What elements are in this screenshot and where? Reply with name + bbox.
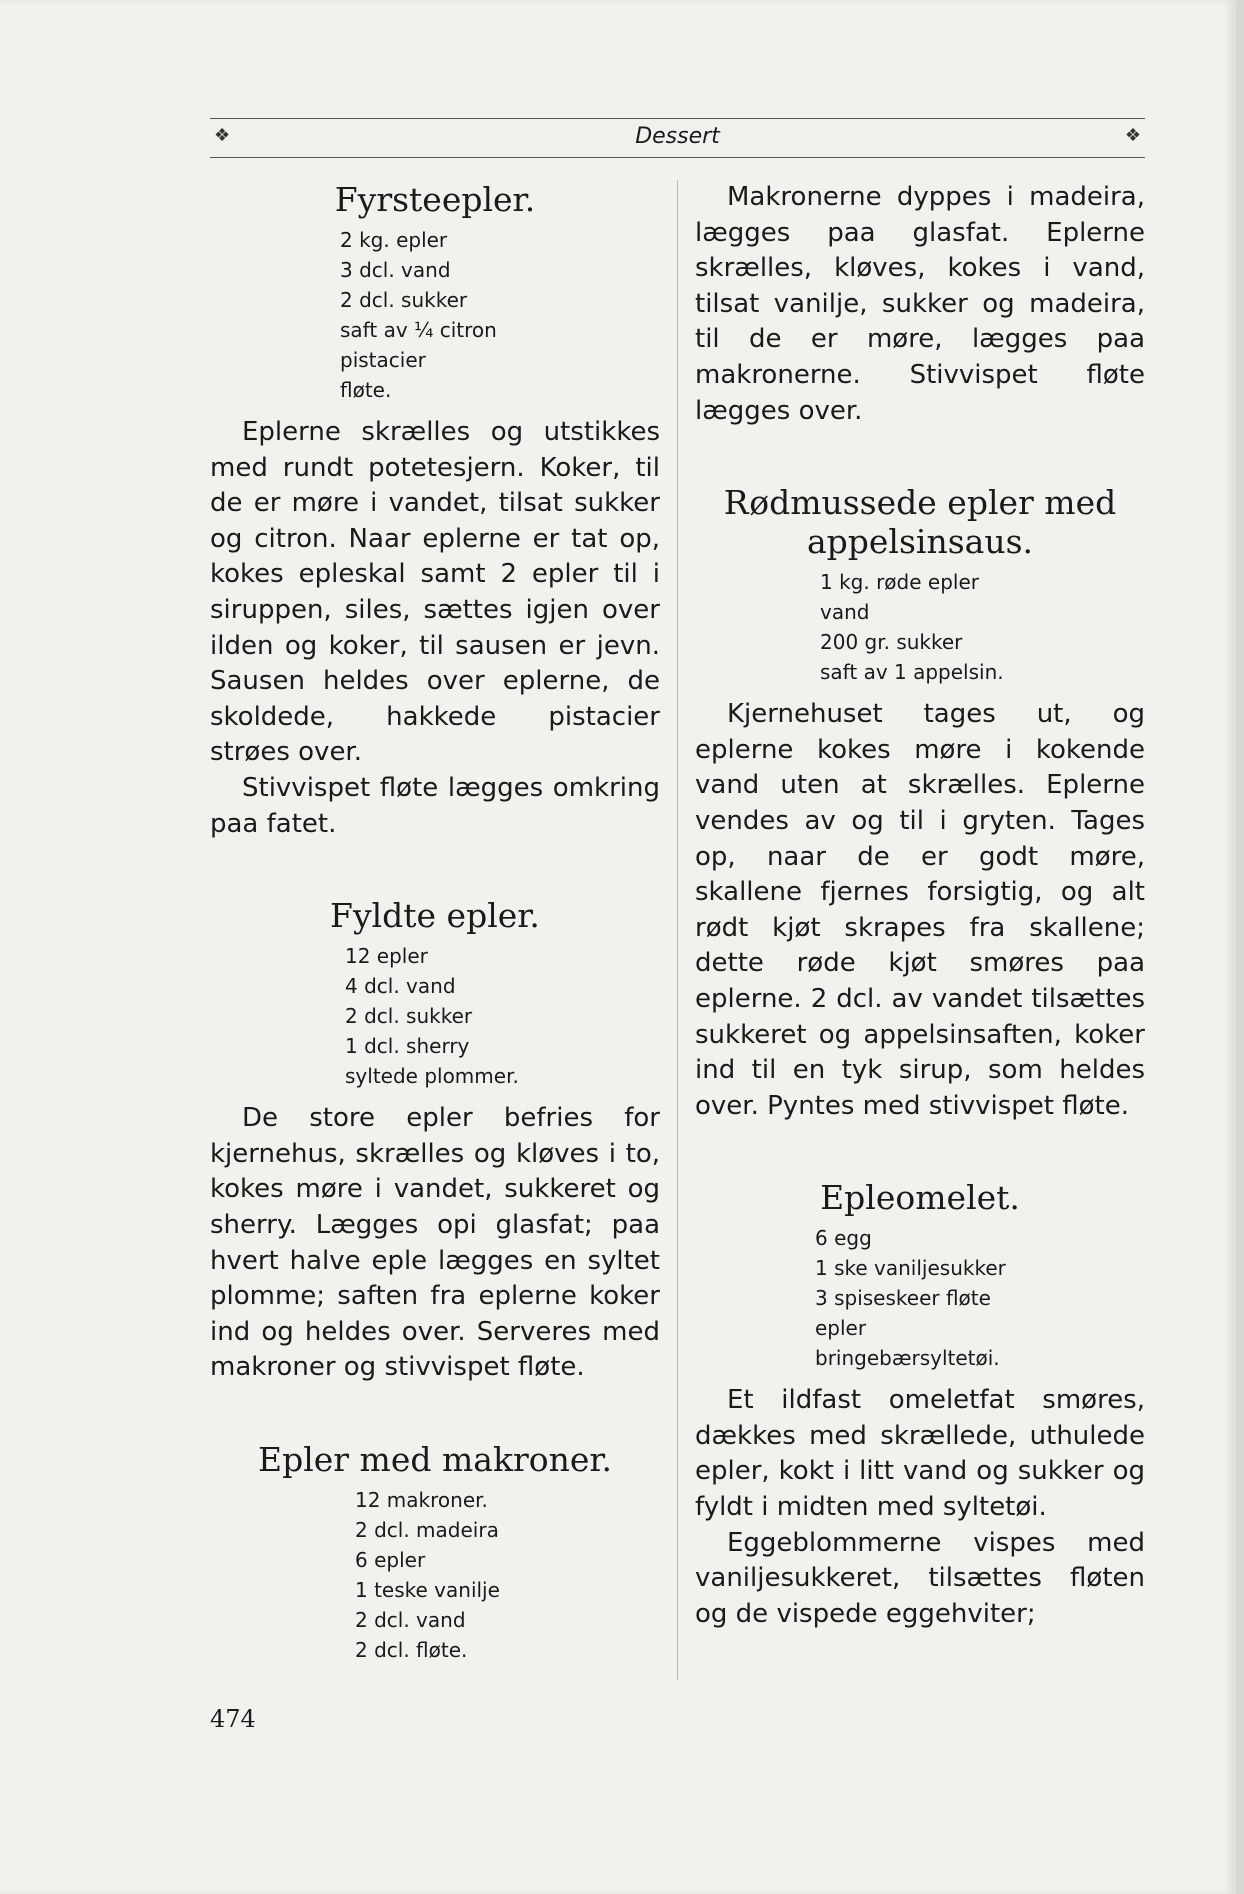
recipe-title: Epler med makroner. [257,1439,613,1479]
left-column [210,180,660,1675]
ingredient-item: vand [820,600,870,625]
ingredient-item: 2 dcl. fløte. [355,1637,468,1662]
ingredient-list [820,567,1145,687]
recipe-title: Fyrsteepler. [334,180,536,219]
ingredient-list [355,1485,660,1665]
ingredient-item: 2 dcl. vand [355,1607,466,1632]
ingredient-item: 3 spiseskeer fløte [815,1286,991,1311]
ingredient-item: epler [815,1316,867,1341]
ingredient-item: 1 teske vanilje [355,1577,500,1602]
page-edge [1236,0,1244,1894]
ingredient-item: pistacier [340,348,426,372]
recipe-rodmussede-epler [695,483,1145,1124]
column-divider [677,180,678,1680]
ingredient-list [345,941,660,1091]
recipe-epleomelet [695,1178,1145,1632]
ingredient-item: 2 dcl. madeira [355,1517,499,1542]
ingredient-item: 12 makroner. [355,1487,488,1512]
ingredient-item: 12 epler [345,944,428,969]
page-number: 474 [210,1705,256,1733]
recipe-fyrsteepler [210,180,660,842]
recipe-paragraph: Et ildfast omeletfat smøres, dækkes med skrællede, uthulede epler, kokt i litt vand og sukker og fyldt i midten med syltetøi. [695,1385,1145,1523]
ingredient-list [815,1223,1145,1373]
recipe-paragraph: Eggeblommerne vispes med vaniljesukkeret, tilsættes fløten og de vispede eggehviter; [695,1527,1145,1629]
ornament-left-icon: ❖ [214,125,231,146]
header-title: Dessert [635,124,720,149]
ingredient-item: 1 dcl. sherry [345,1034,470,1059]
right-column [695,180,1145,1632]
running-header [210,118,1145,158]
recipe-title: Fyldte epler. [330,896,540,936]
ingredient-item: 1 kg. røde epler [820,570,979,595]
recipe-paragraph: Stivvispet fløte lægges omkring paa fatet. [210,772,660,839]
ingredient-item: 200 gr. sukker [820,630,963,655]
recipe-fyldte-epler [210,896,660,1386]
ingredient-list [340,225,660,405]
ingredient-item: saft av ¼ citron [340,318,497,342]
continued-paragraph: Makronerne dyppes i madeira, lægges paa glasfat. Eplerne skrælles, kløves, kokes i vand, tilsat vanilje, sukker og madeira, til de er møre, lægges paa makronerne. Stivvispet fløte lægges over. [695,182,1145,426]
ingredient-item: fløte. [340,378,392,402]
recipe-epler-med-makroner [210,1440,660,1665]
ingredient-item: 6 egg [815,1226,872,1251]
ingredient-item: 2 dcl. sukker [345,1004,473,1029]
ingredient-item: saft av 1 appelsin. [820,660,1004,685]
recipe-paragraph: De store epler befries for kjernehus, skrælles og kløves i to, kokes møre i vandet, sukkeret og sherry. Lægges opi glasfat; paa hvert halve eple lægges en syltet plomme; saften fra eplerne koker ind og heldes over. Serveres med makroner og stivvispet fløte. [210,1103,660,1383]
ingredient-item: 2 kg. epler [340,228,448,252]
ingredient-item: 1 ske vaniljesukker [815,1256,1006,1281]
recipe-paragraph: Eplerne skrælles og utstikkes med rundt potetesjern. Koker, til de er møre i vandet, tilsat sukker og citron. Naar eplerne er tat op, kokes epleskal samt 2 epler til i siruppen, siles, sættes igjen over ilden og koker, til sausen er jevn. Sausen heldes over eplerne, de skoldede, hakkede pistacier strøes over. [210,417,660,768]
recipe-title: Epleomelet. [820,1178,1020,1218]
recipe-title: Rødmussede epler med appelsinsaus. [723,483,1117,562]
ingredient-item: syltede plommer. [345,1064,519,1089]
ornament-right-icon: ❖ [1124,125,1141,146]
ingredient-item: bringebærsyltetøi. [815,1346,1000,1371]
recipe-paragraph: Kjernehuset tages ut, og eplerne kokes møre i kokende vand uten at skrælles. Eplerne vendes av og til i gryten. Tages op, naar de er godt møre, skallene fjernes forsigtig, og alt rødt kjøt skrapes fra skallene; dette røde kjøt smøres paa eplerne. 2 dcl. av vandet tilsættes sukkeret og appelsinsaften, koker ind til en tyk sirup, som heldes over. Pyntes med stivvispet fløte. [695,699,1145,1121]
ingredient-item: 2 dcl. sukker [340,288,468,312]
ingredient-item: 3 dcl. vand [340,258,451,282]
ingredient-item: 6 epler [355,1547,426,1572]
ingredient-item: 4 dcl. vand [345,974,456,999]
